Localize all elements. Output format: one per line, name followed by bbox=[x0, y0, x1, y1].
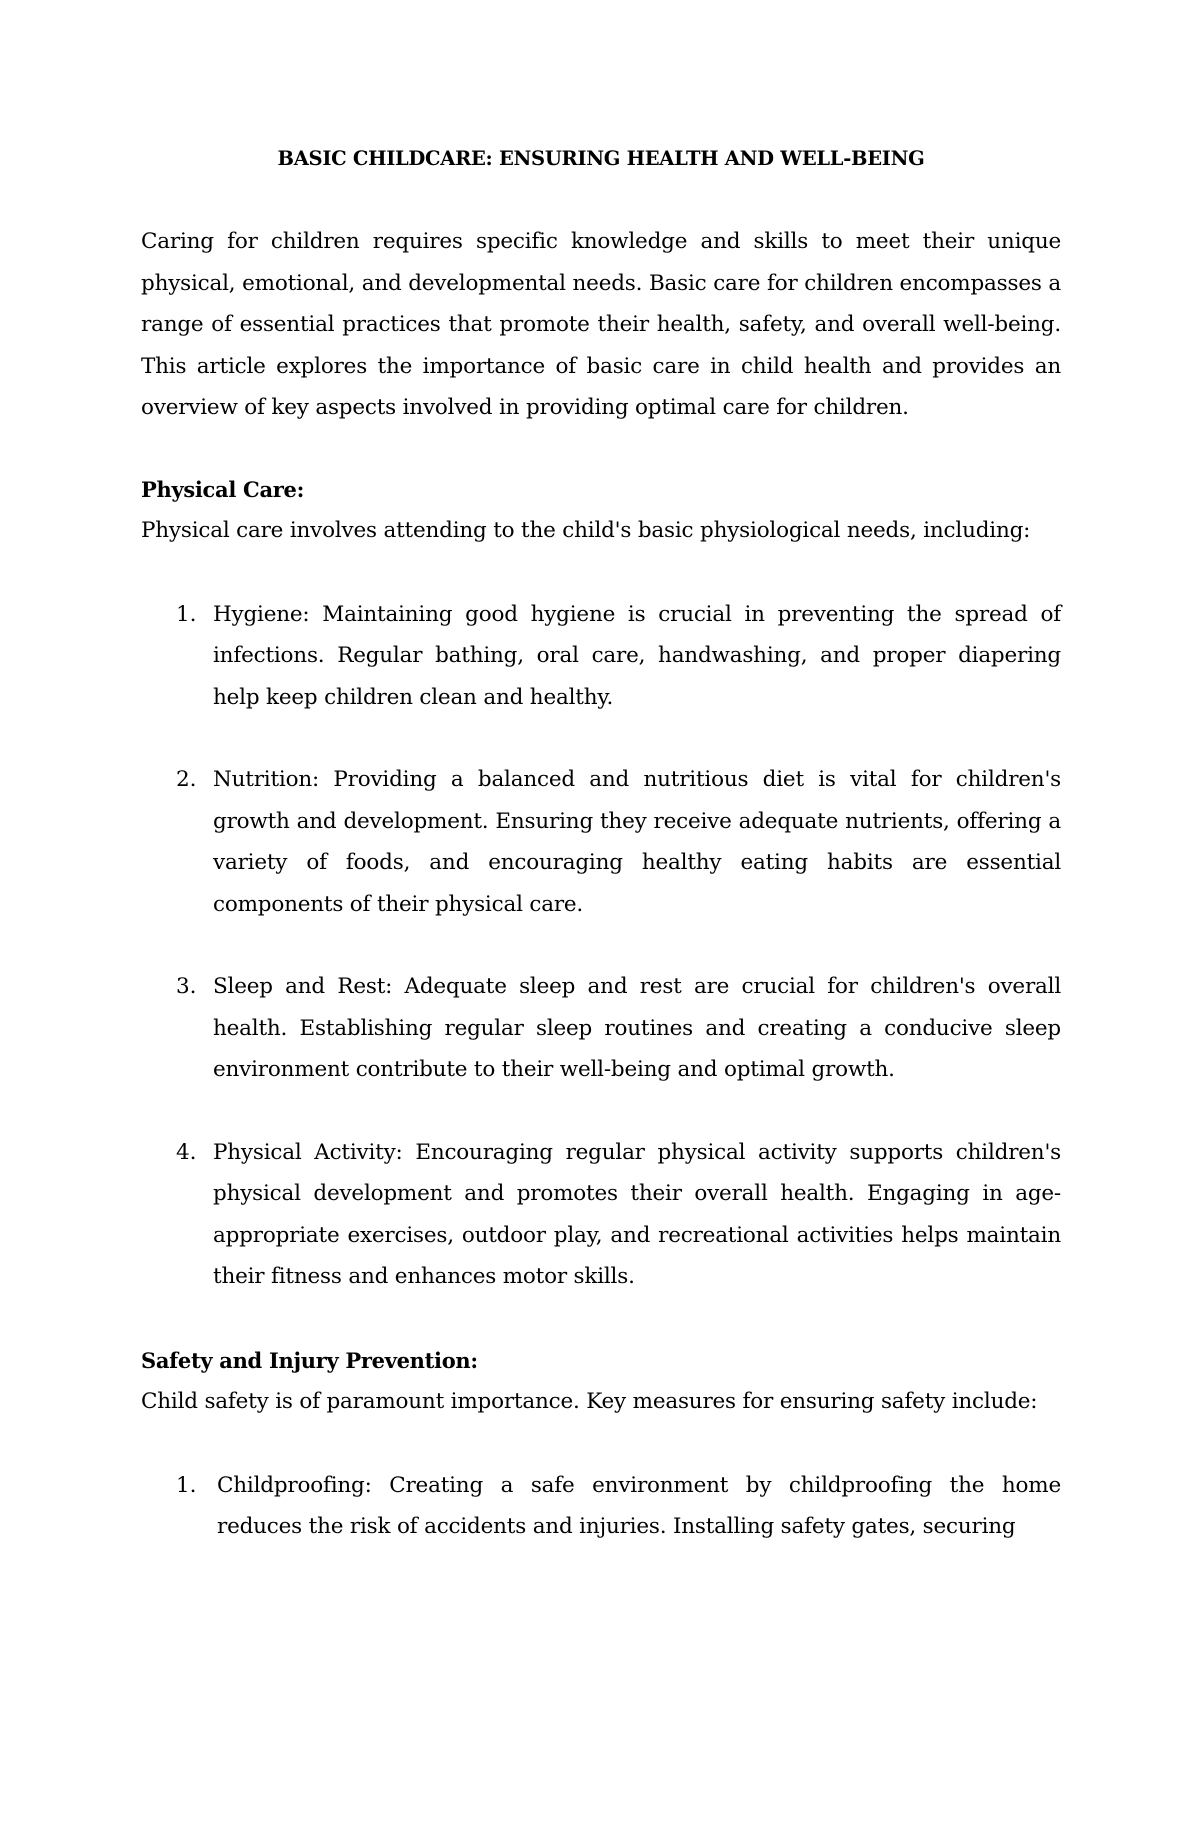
list-item-text: Sleep and Rest: Adequate sleep and rest are crucial for children's overall health. Establishing regular sleep routines and creating a conducive sleep environment contribute to their well-being and optimal growth. bbox=[213, 974, 1061, 1082]
section-physical-care bbox=[141, 469, 1061, 1298]
intro-paragraph: Caring for children requires specific knowledge and skills to meet their unique physical, emotional, and developmental needs. Basic care for children encompasses a range of essential practices that promote their health, safety, and overall well-being. This article explores the importance of basic care in child health and provides an overview of key aspects involved in providing optimal care for children. bbox=[141, 229, 1061, 420]
document-title: BASIC CHILDCARE: ENSURING HEALTH AND WELL-BEING bbox=[277, 147, 925, 170]
section-heading: Physical Care: bbox=[141, 476, 305, 502]
list-item-number: 1. bbox=[176, 601, 197, 627]
list-item-text: Nutrition: Providing a balanced and nutritious diet is vital for children's growth and development. Ensuring they receive adequate nutrients, offering a variety of foods, and encouraging healthy eating habits are essential components of their physical care. bbox=[213, 767, 1061, 917]
section-heading: Safety and Injury Prevention: bbox=[141, 1347, 478, 1373]
list-item-number: 3. bbox=[176, 974, 197, 999]
list-item-text: Hygiene: Maintaining good hygiene is crucial in preventing the spread of infections. Regular bathing, oral care, handwashing, and proper diapering help keep children clean and healthy. bbox=[213, 601, 1061, 710]
document-body bbox=[141, 138, 1061, 1548]
list-item-number: 1. bbox=[176, 1472, 197, 1498]
list-item bbox=[141, 594, 1061, 719]
list-item-number: 4. bbox=[176, 1139, 197, 1165]
section-lead-paragraph: Physical care involves attending to the child's basic physiological needs, including: bbox=[141, 518, 1031, 543]
list-item-number: 2. bbox=[176, 767, 197, 792]
section-lead-paragraph: Child safety is of paramount importance. Key measures for ensuring safety include: bbox=[141, 1389, 1038, 1414]
list-item bbox=[141, 1132, 1061, 1298]
list-item-text: Childproofing: Creating a safe environment by childproofing the home reduces the risk of accidents and injuries. Installing safety gates, securing bbox=[217, 1472, 1061, 1539]
list-item bbox=[141, 1465, 1061, 1548]
section-safety-injury-prevention bbox=[141, 1340, 1061, 1548]
list-item bbox=[141, 966, 1061, 1091]
safety-list bbox=[141, 1465, 1061, 1548]
physical-care-list bbox=[141, 594, 1061, 1298]
list-item-text: Physical Activity: Encouraging regular physical activity supports children's physical development and promotes their overall health. Engaging in age-appropriate exercises, outdoor play, and recreational activities helps maintain their fitness and enhances motor skills. bbox=[213, 1139, 1061, 1289]
list-item bbox=[141, 759, 1061, 925]
